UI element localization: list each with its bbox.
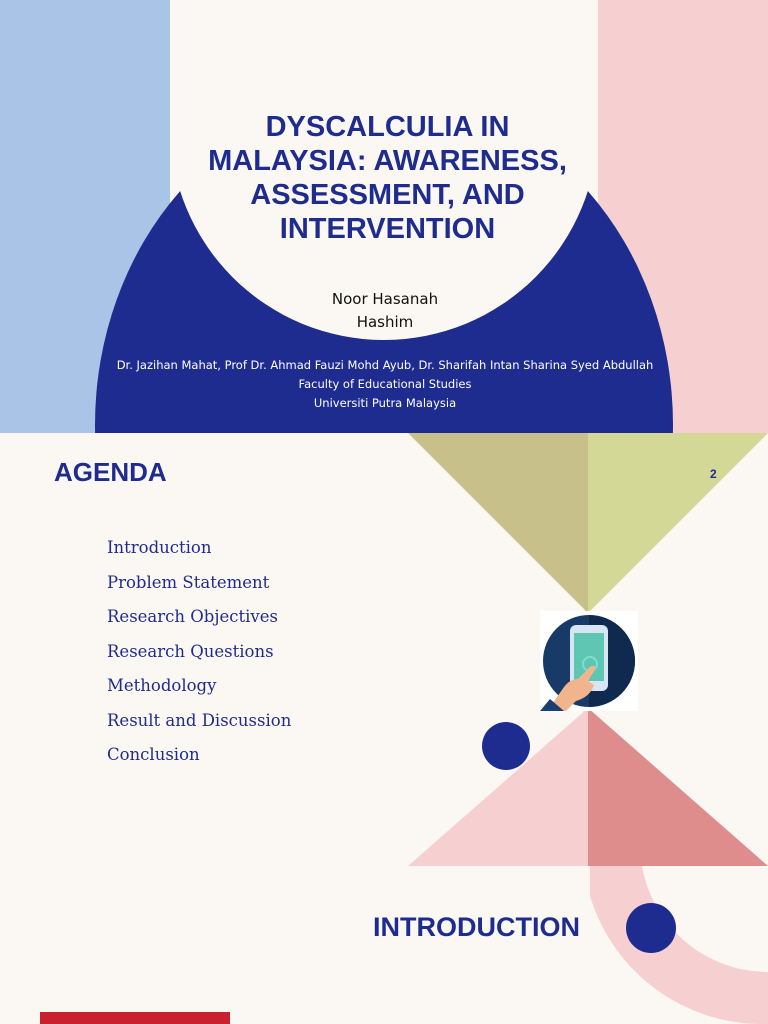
intro-decoration <box>0 866 768 1024</box>
introduction-slide <box>0 866 768 1024</box>
faculty: Faculty of Educational Studies <box>298 377 472 391</box>
introduction-heading: INTRODUCTION <box>373 912 580 942</box>
agenda-item-research-objectives: Research Objectives <box>107 607 278 626</box>
affiliation-block <box>100 356 670 413</box>
agenda-item-conclusion: Conclusion <box>107 745 200 764</box>
red-bar <box>40 1012 230 1024</box>
agenda-list <box>107 533 291 775</box>
agenda-item-result-discussion: Result and Discussion <box>107 710 292 730</box>
presentation-title: DYSCALCULIA IN MALAYSIA: AWARENESS, ASSESSMENT, AND INTERVENTION <box>208 111 567 245</box>
olive-triangle <box>408 433 588 613</box>
pink-arc <box>590 866 768 1024</box>
agenda-item-research-questions: Research Questions <box>107 641 274 661</box>
agenda-slide <box>0 433 768 866</box>
lime-triangle <box>588 433 768 613</box>
university: Universiti Putra Malaysia <box>313 396 457 410</box>
agenda-item-introduction: Introduction <box>107 538 212 557</box>
salmon-triangle <box>588 708 768 866</box>
presenter-name <box>290 288 480 334</box>
presenter-last-name: Hashim <box>356 313 414 331</box>
presenter-first-name: Noor Hasanah <box>331 290 439 308</box>
slide-number: 2 <box>710 467 717 481</box>
navy-dot <box>482 722 530 770</box>
title-slide <box>0 0 768 433</box>
smartphone-touch-icon <box>540 611 638 711</box>
agenda-item-methodology: Methodology <box>107 676 217 695</box>
agenda-item-problem-statement: Problem Statement <box>107 572 270 592</box>
navy-dot <box>626 903 676 953</box>
coauthors: Dr. Jazihan Mahat, Prof Dr. Ahmad Fauzi Mohd Ayub, Dr. Sharifah Intan Sharina Syed Abdullah <box>116 358 654 372</box>
agenda-heading: AGENDA <box>54 457 167 487</box>
